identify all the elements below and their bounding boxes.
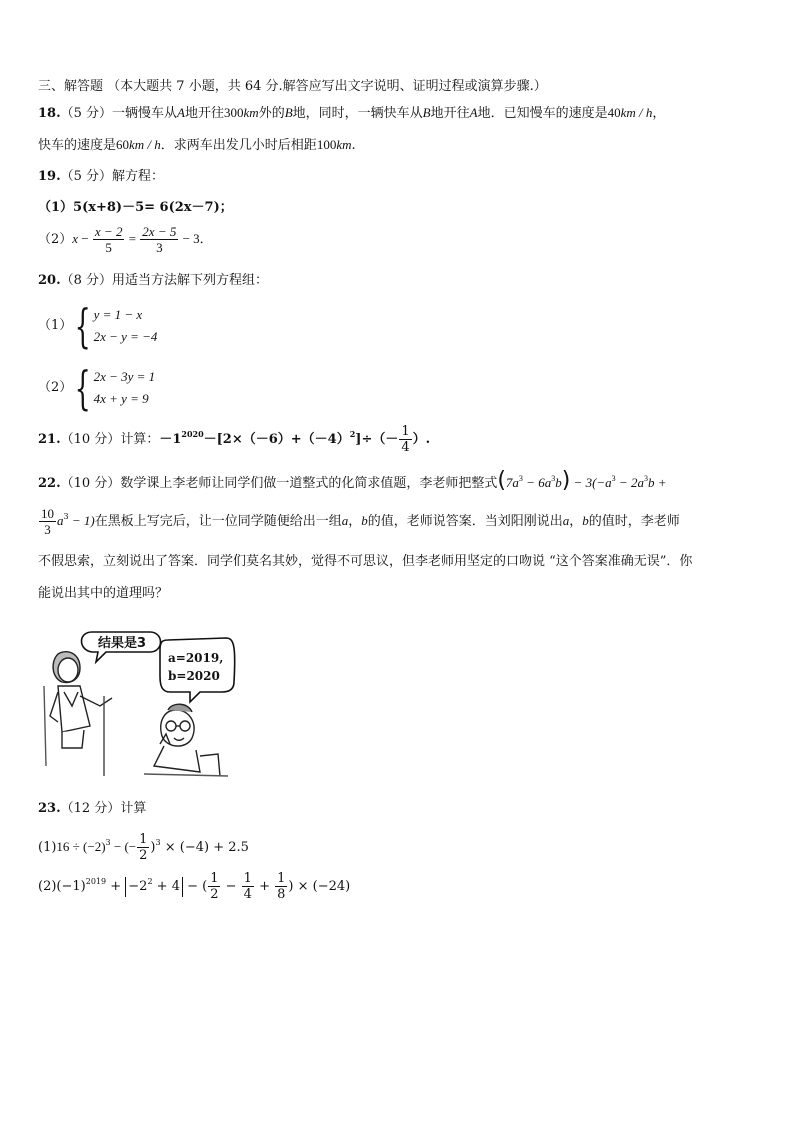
teacher-speech-bubble [82, 632, 161, 662]
q18-text: 地．已知慢车的速度是 [477, 106, 608, 121]
expr-part: −2 [128, 879, 148, 894]
fraction-numerator: 1 [277, 871, 286, 886]
math-tail: − 3． [179, 231, 213, 246]
q23-part2 [38, 870, 350, 904]
expr-part: a [57, 513, 64, 528]
equation-system [72, 361, 156, 415]
brace-icon: { [74, 361, 91, 415]
q18-unit: km [243, 105, 259, 120]
part-label: （1） [38, 318, 73, 333]
q20-score: （8 分） [60, 273, 113, 288]
q22-text: ， [348, 514, 362, 529]
fraction-denominator: 2 [210, 887, 219, 902]
fraction-denominator: 8 [277, 887, 286, 902]
q22-text: 不假思索，立刻说出了答案．同学们莫名其妙，觉得不可思议，但李老师用坚定的口吻说 “这个答案准确无误”．你 [38, 554, 693, 569]
math-var: x [72, 231, 79, 246]
expr-part: + [254, 879, 275, 894]
gap-distance: 100 [316, 137, 337, 152]
q22-line4 [38, 585, 168, 603]
q22-text: 在黑板上写完后，让一位同学随便给出一组 [94, 514, 342, 529]
bubble-b-value: b=2020 [168, 669, 220, 683]
fraction [242, 871, 254, 902]
expr-part: －1 [159, 432, 182, 447]
speed-unit: km / h [129, 137, 161, 152]
expr-part: ）. [412, 432, 431, 447]
q18-distance: 300 [224, 105, 244, 120]
expr-part: + [106, 879, 126, 894]
fraction-denominator: 3 [156, 240, 163, 255]
expr-part: − ( [182, 879, 208, 894]
fraction-numerator: 1 [139, 832, 148, 847]
q23-score: （12 分） [60, 801, 121, 816]
q22-number: 22. [38, 476, 61, 491]
expr-part: 16 ÷ (−2) [56, 839, 106, 854]
expr-part: b [555, 475, 562, 490]
q23-part1 [38, 830, 249, 865]
q19-part2 [38, 224, 213, 255]
bubble-result-text: 结果是3 [98, 636, 147, 651]
fraction-numerator: 1 [401, 424, 410, 439]
fraction [208, 871, 220, 902]
exponent: 3 [63, 512, 69, 521]
point-a: A [469, 105, 478, 120]
q22-text: 数学课上李老师让同学们做一道整式的化简求值题，李老师把整式 [120, 476, 498, 491]
fraction-denominator: 3 [44, 522, 51, 537]
q23-header [38, 800, 146, 818]
exponent: 2 [147, 877, 153, 886]
speed-unit: km / h [620, 105, 653, 120]
exponent: 2 [349, 429, 356, 439]
exponent: 3 [551, 474, 556, 483]
q21-number: 21. [38, 432, 61, 447]
expr-part: − 1) [68, 513, 95, 528]
expr-part: ]÷（－ [355, 432, 399, 447]
expr-part: －[2×（－6）+（－4） [203, 432, 350, 447]
q20-header [38, 272, 268, 290]
exponent: 3 [643, 474, 648, 483]
q22-text: 能说出其中的道理吗？ [38, 586, 169, 601]
equation-system [72, 299, 158, 353]
q22-text: 的值时，李老师 [588, 514, 680, 529]
fraction-denominator: 4 [243, 887, 252, 902]
q18-line1 [38, 104, 665, 123]
expr-part: b + [647, 475, 667, 490]
q18-text: 地，同时，一辆快车从 [292, 106, 423, 121]
part-label: （1） [38, 200, 74, 215]
q23-number: 23. [38, 801, 61, 816]
q19-equation-1: 5(x+8)－5= 6(2x－7)； [73, 200, 233, 215]
expr-part: − [221, 879, 241, 894]
point-b: B [284, 105, 293, 120]
expr-part: − 6a [522, 475, 552, 490]
part-label: (1) [38, 840, 57, 855]
slow-speed: 40 [607, 105, 621, 120]
expr-part: × (−4) + 2.5 [160, 840, 249, 855]
math-op: − [78, 231, 92, 246]
q20-part2 [38, 361, 156, 415]
expr-part: ) [150, 840, 156, 855]
part-label: （2） [38, 380, 73, 395]
q19-header [38, 168, 164, 186]
q22-expression [497, 468, 667, 493]
q19-score: （5 分） [60, 169, 113, 184]
q20-number: 20. [38, 273, 61, 288]
fraction-numerator: x − 2 [94, 224, 123, 239]
expr-part: 7a [505, 475, 519, 490]
q18-text: . [351, 138, 356, 153]
q18-unit: km [336, 137, 352, 152]
section-heading [38, 78, 547, 96]
absolute-value [125, 877, 183, 897]
student-figure [104, 696, 228, 776]
section-title: 三、解答题 [38, 79, 104, 94]
fraction [93, 224, 125, 255]
q18-score: （5 分） [60, 106, 113, 121]
fast-speed: 60 [116, 137, 130, 152]
q21-line [38, 424, 430, 455]
exponent: 3 [105, 838, 111, 847]
math-var: b [361, 513, 368, 528]
expr-part: (−1) [56, 879, 86, 894]
q19-text: 解方程： [112, 169, 165, 184]
q18-text: 地开往 [185, 106, 225, 121]
exponent: 3 [518, 474, 523, 483]
expr-part: − (− [110, 839, 137, 854]
fraction-numerator: 2x − 5 [142, 224, 177, 239]
point-a: A [177, 105, 185, 120]
equation-row: 4x + y = 9 [93, 391, 149, 406]
q20-part1 [38, 299, 158, 353]
fraction [399, 424, 411, 455]
fraction-denominator: 2 [139, 848, 148, 863]
q20-text: 用适当方法解下列方程组： [112, 273, 269, 288]
q18-number: 18. [38, 106, 61, 121]
part-label: (2) [38, 879, 57, 894]
teacher-figure [44, 652, 112, 766]
q18-line2 [38, 136, 356, 155]
exponent: 3 [611, 474, 616, 483]
q22-text: ， [569, 514, 583, 529]
point-b: B [422, 105, 431, 120]
fraction-denominator: 5 [105, 240, 112, 255]
q21-score: （10 分） [60, 432, 121, 447]
fraction-numerator: 10 [41, 506, 54, 521]
q19-number: 19. [38, 169, 61, 184]
q19-part1 [38, 199, 233, 217]
q18-text: ．求两车出发几小时后相距 [160, 138, 317, 153]
fraction-denominator: 4 [401, 440, 410, 455]
q18-text: 外的 [258, 106, 285, 121]
q23-text: 计算 [120, 801, 147, 816]
q21-text: 计算： [120, 432, 160, 447]
right-paren: ) [561, 468, 571, 493]
left-paren: ( [497, 468, 506, 493]
expr-part: − 3(−a [570, 475, 612, 490]
q18-text: 快车的速度是 [38, 138, 117, 153]
q22-text: 的值，老师说答案．当刘阳刚说出 [367, 514, 563, 529]
fraction-numerator: 1 [243, 871, 252, 886]
q18-text: 一辆慢车从 [112, 106, 178, 121]
equation-row: y = 1 − x [93, 307, 143, 322]
q21-expression [159, 424, 431, 455]
fraction [39, 506, 56, 537]
equation-row: 2x − y = −4 [93, 329, 158, 344]
math-var: a [562, 513, 570, 528]
fraction [275, 871, 287, 902]
brace-icon: { [74, 299, 91, 353]
expr-part: + 4 [152, 879, 180, 894]
math-var: a [341, 513, 349, 528]
q18-text: ， [652, 106, 666, 121]
q22-line3 [38, 553, 692, 571]
part-label: （2） [38, 232, 73, 247]
expr-part: − 2a [615, 475, 644, 490]
teacher-student-illustration [40, 626, 240, 781]
q22-score: （10 分） [60, 476, 121, 491]
math-op: = [125, 231, 140, 246]
section-note: （本大题共 7 小题，共 64 分.解答应写出文字说明、证明过程或演算步骤.） [107, 79, 547, 94]
exponent: 3 [155, 838, 161, 847]
math-var: b [582, 513, 589, 528]
expr-part: ) × (−24) [288, 879, 351, 894]
exponent: 2019 [85, 877, 107, 886]
fraction-numerator: 1 [210, 871, 219, 886]
q22-line1 [38, 468, 667, 493]
q18-text: 地开往 [430, 106, 470, 121]
equation-row: 2x − 3y = 1 [93, 369, 156, 384]
fraction [140, 224, 178, 255]
bubble-a-value: a=2019, [168, 651, 224, 665]
student-speech-bubble [160, 638, 235, 702]
exponent: 2020 [181, 429, 204, 439]
fraction [137, 832, 149, 863]
q22-line2 [38, 504, 680, 539]
